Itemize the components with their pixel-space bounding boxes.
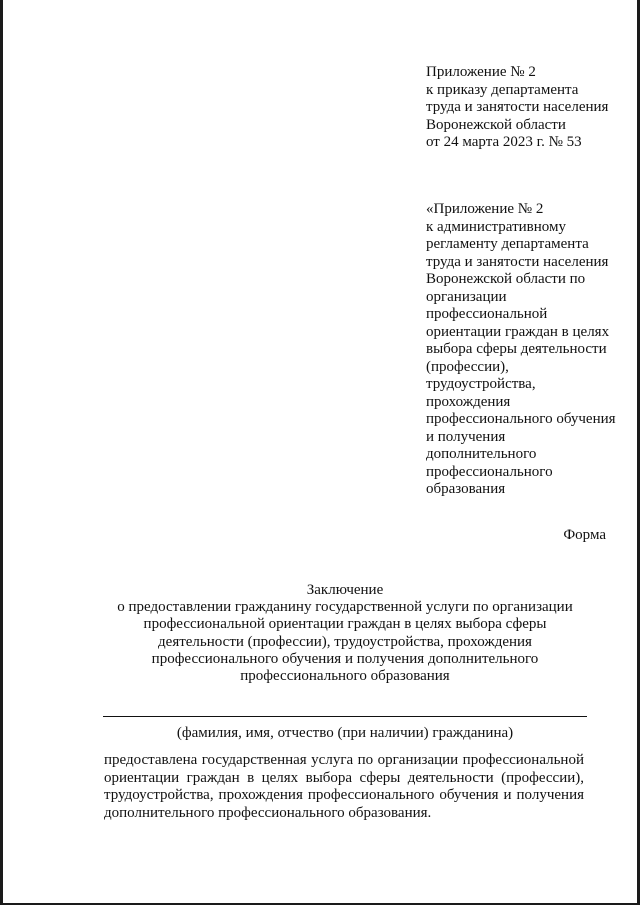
regulation-line: организации [426,288,507,305]
citizen-name-caption: (фамилия, имя, отчество (при наличии) гражданина) [176,725,514,741]
body-paragraph [104,752,584,822]
approval-line: от 24 марта 2023 г. № 53 [426,134,582,150]
title-line: деятельности (профессии), трудоустройства, прохождения [158,633,532,650]
regulation-line: прохождения [426,393,511,410]
regulation-line: трудоустройства, [426,376,536,392]
regulation-line: профессионального обучения [426,411,616,427]
body-line: предоставлена государственная услуга по организации профессиональной [104,752,584,768]
scan-edge-left [0,0,3,905]
approval-header [426,64,608,152]
body-line: трудоустройства, прохождения профессионального обучения и получения [104,787,584,803]
citizen-name-line [103,716,587,717]
title-line: профессиональной ориентации граждан в целях выбора сферы [143,616,547,633]
regulation-line: к административному [426,218,566,235]
regulation-line: Воронежской области по [426,271,586,287]
approval-line: Воронежской области [426,116,566,133]
body-line: дополнительного профессионального образования. [104,804,432,821]
regulation-line: выбора сферы деятельности [426,341,607,357]
title-line: профессионального образования [240,668,450,685]
regulation-line: (профессии), [426,358,509,375]
form-label: Форма [563,527,606,543]
body-line: ориентации граждан в целях выбора сферы деятельности (профессии), [104,769,584,786]
regulation-line: труда и занятости населения [426,253,609,270]
regulation-line: регламенту департамента [426,236,589,252]
regulation-line: «Приложение № 2 [426,201,544,217]
approval-line: труда и занятости населения [426,99,609,115]
regulation-line: ориентации граждан в целях [426,323,610,340]
regulation-header [426,201,616,499]
regulation-line: дополнительного [426,446,537,462]
document-title [100,582,590,685]
regulation-line: и получения [426,428,506,445]
regulation-line: профессиональной [426,306,548,322]
title-heading: Заключение [306,582,384,598]
title-line: профессионального обучения и получения дополнительного [151,650,539,667]
title-line: о предоставлении гражданину государственной услуги по организации [117,599,573,616]
regulation-line: образования [426,481,506,497]
approval-line: Приложение № 2 [426,64,536,80]
regulation-line: профессионального [426,463,553,480]
approval-line: к приказу департамента [426,81,579,98]
